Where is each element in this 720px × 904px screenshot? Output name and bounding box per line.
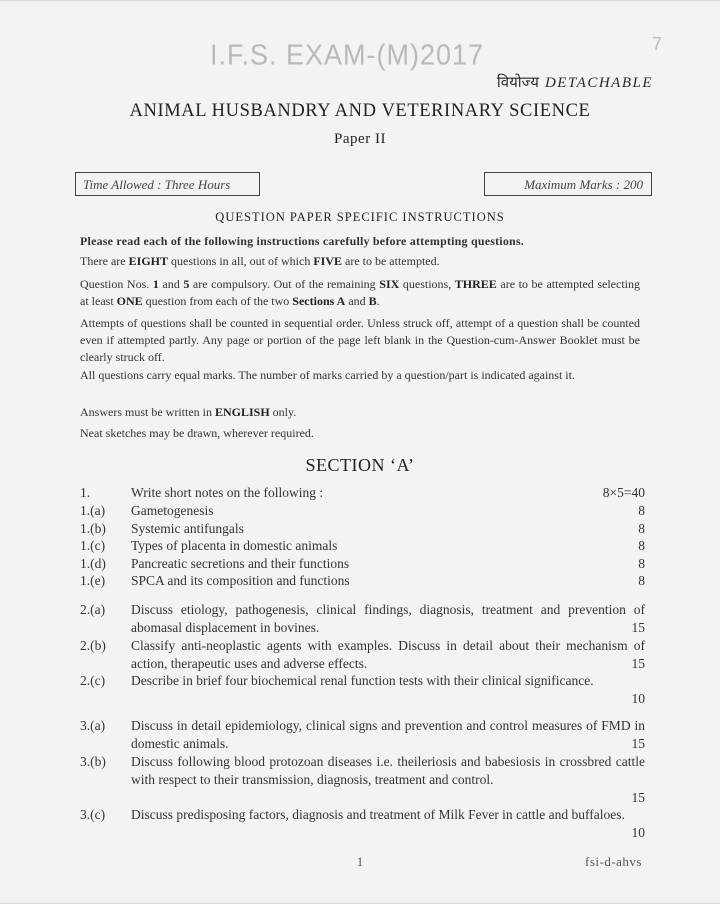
question-marks: 8 [638,503,645,518]
section-a-title: SECTION ‘A’ [305,455,415,475]
page-number: 1 [356,854,364,869]
question-text: Types of placenta in domestic animals [131,538,338,553]
question-number: 1. [80,485,91,500]
question-number: 1.(b) [80,521,106,536]
question-1e [80,572,645,590]
question-marks: 8 [638,521,645,536]
question-text: Systemic antifungals [131,521,244,536]
instructions-heading: QUESTION PAPER SPECIFIC INSTRUCTIONS [215,210,505,224]
question-text: Discuss following blood protozoan diseases i.e. theileriosis and babesiosis in crossbred cattle with respect to their transmission, diagnosis, treatment and control. [131,754,645,787]
corner-mark: 7 [651,34,662,54]
question-number: 3.(b) [80,754,106,769]
question-2b [80,637,645,673]
question-number: 3.(c) [80,807,106,822]
subject-title: ANIMAL HUSBANDRY AND VETERINARY SCIENCE [129,101,591,121]
question-number: 1.(d) [80,556,106,571]
question-marks: 15 [631,620,645,635]
question-3c [80,806,645,842]
instruction-5: Answers must be written in ENGLISH only. [80,405,297,419]
instruction-1: There are EIGHT questions in all, out of which FIVE are to be attempted. [80,254,440,268]
question-2a [80,601,645,637]
paper-title: Paper II [334,131,386,147]
instruction-6: Neat sketches may be drawn, wherever required. [80,426,314,440]
question-number: 1.(c) [80,538,106,553]
question-marks: 15 [631,736,645,751]
instruction-4: All questions carry equal marks. The number of marks carried by a question/part is indicated against it. [80,368,575,382]
detachable-hindi: वियोज्य [496,73,539,91]
instruction-intro: Please read each of the following instructions carefully before attempting questions. [80,234,524,248]
scan-edge-top [0,0,720,1]
question-2c [80,672,645,708]
question-marks: 15 [631,656,645,671]
question-marks: 8×5=40 [602,485,645,500]
time-allowed-box: Time Allowed : Three Hours [75,172,260,196]
question-marks: 8 [638,556,645,571]
maximum-marks-box: Maximum Marks : 200 [484,172,652,196]
question-3b [80,753,645,807]
question-number: 3.(a) [80,718,106,733]
detachable-label [497,72,653,92]
question-text: Gametogenesis [131,503,214,518]
question-1c [80,537,645,555]
question-number: 2.(a) [80,602,106,617]
question-number: 2.(c) [80,673,106,688]
instruction-2: Question Nos. 1 and 5 are compulsory. Out of the remaining SIX questions, THREE are to be attempted selecting at least ONE question from each of the two Sections A and B. [80,277,641,308]
question-3a [80,717,645,753]
question-text: Discuss predisposing factors, diagnosis and treatment of Milk Fever in cattle and buffaloes. [131,807,625,822]
question-1b [80,520,645,538]
question-1a [80,502,645,520]
question-number: 1.(a) [80,503,106,518]
question-marks: 15 [631,790,645,805]
question-1d [80,555,645,573]
question-text: Write short notes on the following : [131,485,324,500]
question-text: Pancreatic secretions and their functions [131,556,350,571]
question-text: Discuss etiology, pathogenesis, clinical findings, diagnosis, treatment and prevention of abomasal displacement in bovines. [131,602,645,635]
exam-watermark: I.F.S. EXAM-(M)2017 [210,39,485,71]
question-text: Classify anti-neoplastic agents with examples. Discuss in detail about their mechanism of action, therapeutic uses and adverse effects. [131,638,645,671]
question-marks: 10 [631,825,645,840]
question-number: 2.(b) [80,638,106,653]
question-number: 1.(e) [80,573,106,588]
question-1 [80,484,645,502]
question-text: SPCA and its composition and functions [131,573,350,588]
question-text: Describe in brief four biochemical renal function tests with their clinical significance. [131,673,594,688]
question-marks: 8 [638,573,645,588]
page-code: fsi-d-ahvs [585,854,642,869]
question-text: Discuss in detail epidemiology, clinical signs and prevention and control measures of FMD in domestic animals. [131,718,645,751]
question-marks: 8 [638,538,645,553]
detachable-english: DETACHABLE [544,75,653,91]
instruction-3: Attempts of questions shall be counted in sequential order. Unless struck off, attempt of a question shall be counted even if attempted partly. Any page or portion of the page left blank in the Question-cum-Answer Booklet must be clearly struck off. [80,316,640,364]
question-marks: 10 [631,691,645,706]
